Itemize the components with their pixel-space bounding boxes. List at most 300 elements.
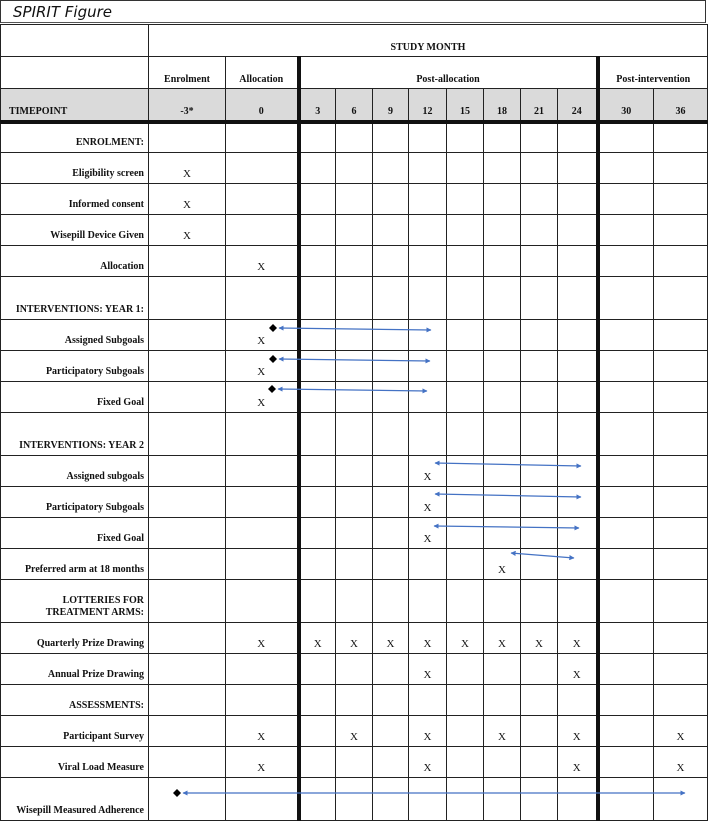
schedule-cell — [521, 320, 558, 351]
row-label: Wisepill Device Given — [1, 215, 149, 246]
schedule-cell — [409, 246, 447, 277]
timepoint-cell: 6 — [336, 89, 373, 122]
schedule-cell — [558, 122, 598, 153]
schedule-cell — [598, 716, 654, 747]
schedule-mark: X — [336, 623, 373, 654]
schedule-cell — [484, 654, 521, 685]
schedule-cell — [484, 351, 521, 382]
schedule-cell — [654, 654, 708, 685]
schedule-cell — [598, 778, 654, 821]
schedule-cell — [373, 487, 409, 518]
schedule-cell — [373, 382, 409, 413]
timepoint-cell: 24 — [558, 89, 598, 122]
schedule-cell — [484, 580, 521, 623]
schedule-cell — [521, 413, 558, 456]
schedule-cell — [299, 778, 336, 821]
timepoint-cell: -3* — [149, 89, 226, 122]
schedule-cell — [336, 654, 373, 685]
schedule-cell — [484, 382, 521, 413]
schedule-cell — [226, 685, 299, 716]
schedule-cell — [654, 778, 708, 821]
schedule-cell — [336, 320, 373, 351]
schedule-mark: X — [226, 246, 299, 277]
schedule-cell — [149, 747, 226, 778]
schedule-cell — [654, 246, 708, 277]
schedule-cell — [654, 623, 708, 654]
schedule-cell — [484, 246, 521, 277]
schedule-mark: X — [409, 747, 447, 778]
schedule-cell — [299, 122, 336, 153]
schedule-cell — [447, 382, 484, 413]
schedule-cell — [149, 413, 226, 456]
schedule-cell — [226, 184, 299, 215]
schedule-cell — [558, 456, 598, 487]
schedule-cell — [654, 580, 708, 623]
timepoint-row — [1, 89, 708, 122]
schedule-cell — [654, 184, 708, 215]
schedule-cell — [521, 277, 558, 320]
schedule-cell — [299, 487, 336, 518]
schedule-cell — [149, 778, 226, 821]
schedule-cell — [226, 654, 299, 685]
schedule-cell — [373, 215, 409, 246]
schedule-cell — [299, 716, 336, 747]
schedule-cell — [226, 456, 299, 487]
schedule-cell — [409, 549, 447, 580]
schedule-cell — [521, 184, 558, 215]
schedule-cell — [299, 246, 336, 277]
schedule-cell — [598, 518, 654, 549]
schedule-cell — [299, 654, 336, 685]
schedule-cell — [336, 487, 373, 518]
schedule-cell — [521, 487, 558, 518]
schedule-row — [1, 747, 708, 778]
schedule-cell — [299, 320, 336, 351]
schedule-cell — [409, 320, 447, 351]
schedule-mark: X — [226, 351, 299, 382]
schedule-cell — [149, 122, 226, 153]
schedule-cell — [226, 518, 299, 549]
schedule-cell — [373, 122, 409, 153]
schedule-cell — [598, 654, 654, 685]
schedule-cell — [447, 580, 484, 623]
schedule-cell — [447, 778, 484, 821]
schedule-cell — [447, 685, 484, 716]
schedule-cell — [373, 685, 409, 716]
schedule-cell — [336, 580, 373, 623]
schedule-cell — [558, 215, 598, 246]
schedule-cell — [521, 580, 558, 623]
figure-title: SPIRIT Figure — [0, 0, 706, 23]
schedule-row — [1, 153, 708, 184]
schedule-cell — [409, 580, 447, 623]
schedule-cell — [521, 122, 558, 153]
schedule-cell — [558, 153, 598, 184]
schedule-cell — [521, 456, 558, 487]
schedule-cell — [484, 456, 521, 487]
schedule-cell — [447, 716, 484, 747]
schedule-cell — [409, 685, 447, 716]
schedule-cell — [299, 351, 336, 382]
schedule-cell — [299, 685, 336, 716]
phase-allocation: Allocation — [226, 57, 299, 89]
schedule-cell — [299, 518, 336, 549]
schedule-cell — [654, 685, 708, 716]
section-row — [1, 685, 708, 716]
schedule-cell — [299, 277, 336, 320]
schedule-cell — [336, 246, 373, 277]
timepoint-cell: 0 — [226, 89, 299, 122]
schedule-mark: X — [558, 716, 598, 747]
spirit-schedule-table — [0, 24, 708, 821]
schedule-cell — [598, 153, 654, 184]
schedule-cell — [521, 382, 558, 413]
schedule-cell — [447, 487, 484, 518]
section-label: LOTTERIES FOR TREATMENT ARMS: — [1, 580, 149, 623]
schedule-row — [1, 487, 708, 518]
schedule-cell — [484, 778, 521, 821]
schedule-cell — [447, 747, 484, 778]
schedule-cell — [373, 580, 409, 623]
section-row — [1, 122, 708, 153]
schedule-cell — [373, 716, 409, 747]
schedule-cell — [373, 277, 409, 320]
schedule-mark: X — [558, 623, 598, 654]
schedule-mark: X — [484, 716, 521, 747]
schedule-row — [1, 778, 708, 821]
phase-post-allocation: Post-allocation — [299, 57, 598, 89]
schedule-cell — [558, 382, 598, 413]
schedule-cell — [521, 215, 558, 246]
schedule-cell — [149, 580, 226, 623]
schedule-cell — [149, 456, 226, 487]
schedule-cell — [336, 153, 373, 184]
schedule-row — [1, 184, 708, 215]
schedule-mark: X — [299, 623, 336, 654]
schedule-cell — [484, 518, 521, 549]
row-label: Annual Prize Drawing — [1, 654, 149, 685]
schedule-cell — [336, 122, 373, 153]
phase-corner — [1, 57, 149, 89]
schedule-cell — [336, 277, 373, 320]
schedule-cell — [654, 351, 708, 382]
schedule-cell — [521, 778, 558, 821]
schedule-cell — [598, 320, 654, 351]
schedule-mark: X — [409, 456, 447, 487]
schedule-mark: X — [409, 623, 447, 654]
schedule-mark: X — [226, 716, 299, 747]
schedule-cell — [299, 215, 336, 246]
schedule-cell — [149, 320, 226, 351]
schedule-cell — [226, 778, 299, 821]
schedule-cell — [521, 685, 558, 716]
schedule-cell — [149, 246, 226, 277]
schedule-cell — [299, 184, 336, 215]
schedule-cell — [373, 413, 409, 456]
schedule-mark: X — [558, 654, 598, 685]
schedule-cell — [654, 215, 708, 246]
schedule-cell — [447, 456, 484, 487]
schedule-cell — [149, 623, 226, 654]
schedule-mark: X — [484, 623, 521, 654]
row-label: Informed consent — [1, 184, 149, 215]
schedule-row — [1, 623, 708, 654]
schedule-row — [1, 654, 708, 685]
schedule-cell — [521, 518, 558, 549]
schedule-cell — [598, 623, 654, 654]
timepoint-cell: 21 — [521, 89, 558, 122]
schedule-cell — [447, 320, 484, 351]
schedule-cell — [299, 382, 336, 413]
schedule-cell — [654, 277, 708, 320]
schedule-cell — [373, 778, 409, 821]
schedule-cell — [299, 153, 336, 184]
schedule-cell — [558, 685, 598, 716]
schedule-cell — [336, 549, 373, 580]
schedule-cell — [598, 487, 654, 518]
schedule-cell — [149, 277, 226, 320]
schedule-cell — [447, 122, 484, 153]
row-label: Fixed Goal — [1, 382, 149, 413]
schedule-mark: X — [149, 153, 226, 184]
schedule-cell — [654, 456, 708, 487]
schedule-cell — [149, 518, 226, 549]
schedule-row — [1, 518, 708, 549]
schedule-cell — [598, 215, 654, 246]
section-row — [1, 277, 708, 320]
timepoint-cell: 30 — [598, 89, 654, 122]
schedule-cell — [409, 351, 447, 382]
schedule-cell — [654, 382, 708, 413]
schedule-cell — [484, 487, 521, 518]
schedule-cell — [149, 487, 226, 518]
study-month-row — [1, 25, 708, 57]
schedule-cell — [373, 246, 409, 277]
schedule-mark: X — [558, 747, 598, 778]
row-label: Viral Load Measure — [1, 747, 149, 778]
schedule-row — [1, 716, 708, 747]
schedule-cell — [598, 747, 654, 778]
row-label: Preferred arm at 18 months — [1, 549, 149, 580]
schedule-mark: X — [409, 487, 447, 518]
schedule-mark: X — [226, 623, 299, 654]
schedule-cell — [447, 184, 484, 215]
timepoint-cell: 9 — [373, 89, 409, 122]
schedule-cell — [149, 382, 226, 413]
schedule-cell — [409, 413, 447, 456]
schedule-cell — [373, 518, 409, 549]
schedule-cell — [336, 456, 373, 487]
phase-enrolment: Enrolment — [149, 57, 226, 89]
schedule-cell — [409, 215, 447, 246]
schedule-cell — [226, 153, 299, 184]
schedule-mark: X — [654, 716, 708, 747]
section-label: ASSESSMENTS: — [1, 685, 149, 716]
schedule-cell — [447, 549, 484, 580]
schedule-row — [1, 246, 708, 277]
schedule-cell — [149, 351, 226, 382]
phase-post-intervention: Post-intervention — [598, 57, 708, 89]
schedule-cell — [373, 549, 409, 580]
schedule-cell — [336, 184, 373, 215]
schedule-row — [1, 320, 708, 351]
timepoint-cell: 18 — [484, 89, 521, 122]
schedule-cell — [149, 716, 226, 747]
schedule-cell — [409, 382, 447, 413]
schedule-cell — [521, 654, 558, 685]
schedule-cell — [598, 246, 654, 277]
schedule-cell — [521, 153, 558, 184]
schedule-cell — [226, 122, 299, 153]
schedule-cell — [299, 456, 336, 487]
schedule-cell — [336, 413, 373, 456]
schedule-cell — [226, 413, 299, 456]
schedule-cell — [558, 580, 598, 623]
timepoint-cell: 15 — [447, 89, 484, 122]
schedule-cell — [598, 382, 654, 413]
schedule-cell — [521, 747, 558, 778]
schedule-cell — [558, 549, 598, 580]
schedule-cell — [598, 413, 654, 456]
schedule-cell — [558, 277, 598, 320]
schedule-cell — [484, 413, 521, 456]
schedule-cell — [409, 122, 447, 153]
schedule-cell — [447, 654, 484, 685]
schedule-cell — [598, 122, 654, 153]
schedule-cell — [484, 215, 521, 246]
schedule-cell — [598, 277, 654, 320]
schedule-row — [1, 549, 708, 580]
schedule-cell — [521, 351, 558, 382]
schedule-cell — [149, 685, 226, 716]
schedule-mark: X — [409, 518, 447, 549]
schedule-mark: X — [654, 747, 708, 778]
schedule-body — [1, 122, 708, 821]
schedule-cell — [226, 277, 299, 320]
row-label: Eligibility screen — [1, 153, 149, 184]
schedule-cell — [447, 351, 484, 382]
schedule-cell — [654, 487, 708, 518]
schedule-cell — [299, 747, 336, 778]
schedule-cell — [558, 320, 598, 351]
schedule-cell — [654, 153, 708, 184]
schedule-cell — [409, 153, 447, 184]
schedule-cell — [484, 122, 521, 153]
schedule-cell — [598, 549, 654, 580]
schedule-mark: X — [149, 184, 226, 215]
schedule-cell — [447, 277, 484, 320]
schedule-cell — [598, 456, 654, 487]
schedule-cell — [299, 580, 336, 623]
schedule-cell — [373, 654, 409, 685]
row-label: Assigned subgoals — [1, 456, 149, 487]
schedule-cell — [484, 320, 521, 351]
schedule-cell — [299, 413, 336, 456]
schedule-cell — [149, 654, 226, 685]
schedule-cell — [484, 184, 521, 215]
timepoint-cell: 3 — [299, 89, 336, 122]
timepoint-label: TIMEPOINT — [1, 89, 149, 122]
schedule-cell — [336, 518, 373, 549]
section-label: ENROLMENT: — [1, 122, 149, 153]
timepoint-cell: 36 — [654, 89, 708, 122]
schedule-cell — [226, 487, 299, 518]
schedule-cell — [336, 215, 373, 246]
schedule-row — [1, 351, 708, 382]
schedule-cell — [336, 351, 373, 382]
schedule-cell — [598, 580, 654, 623]
corner-cell — [1, 25, 149, 57]
row-label: Participatory Subgoals — [1, 487, 149, 518]
schedule-cell — [521, 549, 558, 580]
schedule-cell — [447, 518, 484, 549]
schedule-cell — [484, 747, 521, 778]
schedule-cell — [598, 351, 654, 382]
schedule-cell — [558, 413, 598, 456]
row-label: Fixed Goal — [1, 518, 149, 549]
schedule-cell — [484, 685, 521, 716]
schedule-cell — [299, 549, 336, 580]
schedule-cell — [558, 487, 598, 518]
row-label: Assigned Subgoals — [1, 320, 149, 351]
row-label: Allocation — [1, 246, 149, 277]
schedule-cell — [409, 184, 447, 215]
section-label: INTERVENTIONS: YEAR 2 — [1, 413, 149, 456]
schedule-cell — [447, 246, 484, 277]
schedule-cell — [484, 277, 521, 320]
schedule-mark: X — [373, 623, 409, 654]
schedule-mark: X — [149, 215, 226, 246]
phase-row — [1, 57, 708, 89]
schedule-cell — [598, 184, 654, 215]
schedule-mark: X — [226, 320, 299, 351]
schedule-cell — [373, 747, 409, 778]
schedule-mark: X — [226, 382, 299, 413]
section-row — [1, 413, 708, 456]
schedule-row — [1, 382, 708, 413]
schedule-cell — [373, 351, 409, 382]
section-row — [1, 580, 708, 623]
schedule-row — [1, 215, 708, 246]
schedule-cell — [447, 413, 484, 456]
schedule-mark: X — [409, 716, 447, 747]
schedule-mark: X — [521, 623, 558, 654]
schedule-cell — [373, 320, 409, 351]
schedule-cell — [521, 246, 558, 277]
schedule-cell — [226, 215, 299, 246]
schedule-cell — [654, 320, 708, 351]
schedule-row — [1, 456, 708, 487]
schedule-cell — [373, 456, 409, 487]
schedule-cell — [373, 184, 409, 215]
schedule-cell — [521, 716, 558, 747]
timepoint-cell: 12 — [409, 89, 447, 122]
row-label: Wisepill Measured Adherence — [1, 778, 149, 821]
schedule-cell — [484, 153, 521, 184]
schedule-mark: X — [484, 549, 521, 580]
row-label: Quarterly Prize Drawing — [1, 623, 149, 654]
study-month-header: STUDY MONTH — [149, 25, 708, 57]
schedule-cell — [149, 549, 226, 580]
schedule-cell — [558, 184, 598, 215]
schedule-cell — [447, 215, 484, 246]
schedule-cell — [598, 685, 654, 716]
schedule-cell — [373, 153, 409, 184]
schedule-cell — [558, 246, 598, 277]
row-label: Participatory Subgoals — [1, 351, 149, 382]
schedule-cell — [336, 778, 373, 821]
schedule-cell — [336, 382, 373, 413]
